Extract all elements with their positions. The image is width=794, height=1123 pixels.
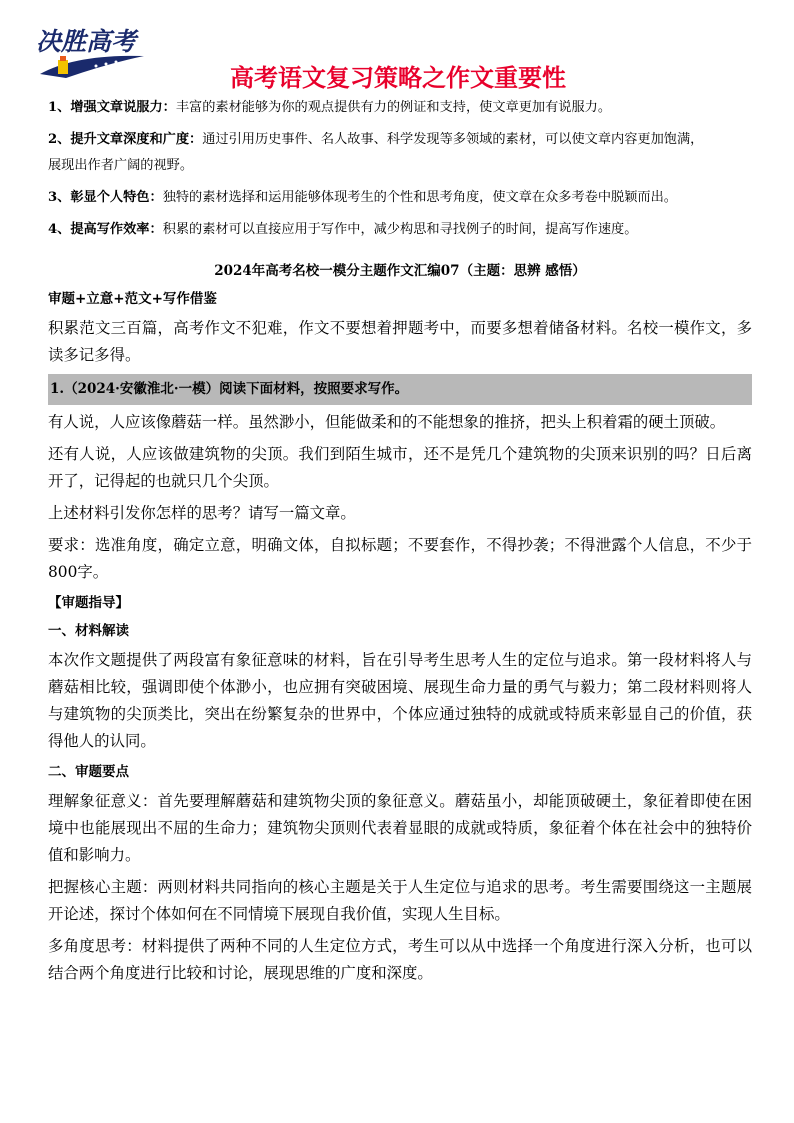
part1-heading: 一、材料解读 (48, 623, 129, 639)
compilation-subtitle: 2024年高考名校一模分主题作文汇编07（主题：思辨 感悟） (214, 263, 586, 279)
point-text: 积累的素材可以直接应用于写作中，减少构思和寻找例子的时间，提高写作速度。 (162, 222, 638, 237)
requirements: 要求：选准角度，确定立意，明确文体，自拟标题；不要套作，不得抄袭；不得泄露个人信息，不少于800字。 (48, 536, 752, 581)
document-title: 高考语文复习策略之作文重要性 (230, 64, 566, 92)
part2-paragraph: 理解象征意义：首先要理解蘑菇和建筑物尖顶的象征意义。蘑菇虽小，却能顶破硬土，象征着即使在困境中也能展现出不屈的生命力；建筑物尖顶则代表着显眼的成就或特质，象征着个体在社会中的独特价值和影响力。 (48, 792, 752, 864)
material-line: 有人说，人应该像蘑菇一样。虽然渺小，但能做柔和的不能想象的推挤，把头上积着霜的硬土顶破。 (48, 413, 726, 431)
brand-logo (36, 18, 148, 80)
material-line: 还有人说，人应该做建筑物的尖顶。我们到陌生城市，还不是凭几个建筑物的尖顶来识别的吗？日后离开了，记得起的也就只几个尖顶。 (48, 445, 752, 490)
point-1 (48, 95, 752, 121)
point-label: 4、提高写作效率： (48, 222, 163, 237)
part2-paragraph: 把握核心主题：两则材料共同指向的核心主题是关于人生定位与追求的思考。考生需要围绕这一主题展开论述，探讨个体如何在不同情境下展现自我价值，实现人生目标。 (48, 878, 752, 923)
part2-paragraph: 多角度思考：材料提供了两种不同的人生定位方式，考生可以从中选择一个角度进行深入分析，也可以结合两个角度进行比较和讨论，展现思维的广度和深度。 (48, 937, 752, 982)
material-line: 上述材料引发你怎样的思考？请写一篇文章。 (48, 504, 356, 522)
part2-heading: 二、审题要点 (48, 764, 129, 780)
point-2-continued: 展现出作者广阔的视野。 (48, 158, 194, 173)
section-label: 审题+立意+范文+写作借鉴 (48, 291, 217, 307)
point-label: 3、彰显个人特色： (48, 190, 163, 205)
point-text: 丰富的素材能够为你的观点提供有力的例证和支持，使文章更加有说服力。 (175, 100, 612, 115)
main-content (48, 95, 752, 992)
point-label: 1、增强文章说服力： (48, 100, 176, 115)
point-label: 2、提升文章深度和广度： (48, 132, 203, 147)
point-3 (48, 185, 752, 211)
part1-text: 本次作文题提供了两段富有象征意味的材料，旨在引导考生思考人生的定位与追求。第一段材料将人与蘑菇相比较，强调即使个体渺小，也应拥有突破困境、展现生命力量的勇气与毅力；第二段材料则将人与建筑物的尖顶类比，突出在纷繁复杂的世界中，个体应通过独特的成就或特质来彰显自己的价值，获得他人的认同。 (48, 651, 752, 750)
intro-paragraph: 积累范文三百篇，高考作文不犯难，作文不要想着押题考中，而要多想着储备材料。名校一模作文，多读多记多得。 (48, 319, 752, 364)
point-text: 通过引用历史事件、名人故事、科学发现等多领域的素材，可以使文章内容更加饱满， (202, 132, 704, 147)
point-2 (48, 127, 752, 153)
point-text: 独特的素材选择和运用能够体现考生的个性和思考角度，使文章在众多考卷中脱颖而出。 (162, 190, 677, 205)
guide-heading: 【审题指导】 (48, 595, 129, 611)
logo-ribbon-icon (36, 46, 148, 80)
question-bar: 1.（2024·安徽淮北·一模）阅读下面材料，按照要求写作。 (48, 374, 752, 405)
logo-text: 决胜高考 (36, 27, 137, 56)
point-4 (48, 217, 752, 243)
